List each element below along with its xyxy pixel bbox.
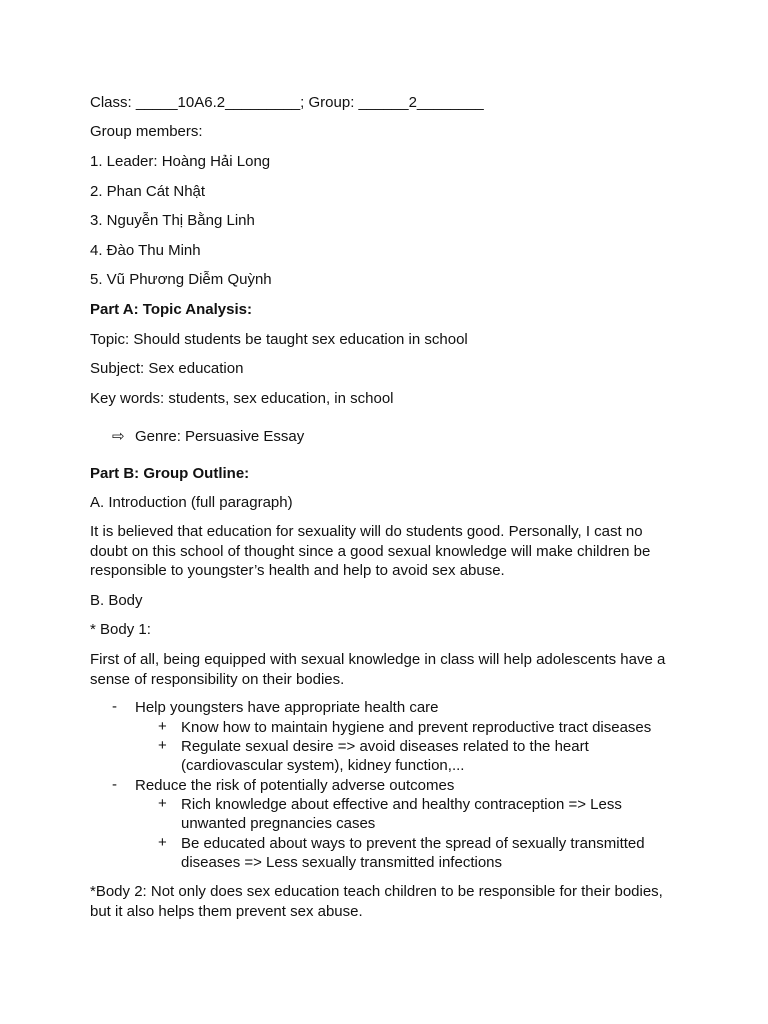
members-heading: Group members:	[90, 123, 203, 140]
intro-paragraph: It is believed that education for sexuality will do students good. Personally, I cast no doubt on this school of thought since a good sexual knowledge will make children be responsible to youngster’s health and help to avoid sex abuse.	[90, 523, 651, 579]
body-heading: B. Body	[90, 592, 143, 609]
part-b-heading: Part B: Group Outline:	[90, 465, 250, 482]
part-a-heading: Part A: Topic Analysis:	[90, 301, 252, 318]
intro-heading: A. Introduction (full paragraph)	[90, 494, 293, 511]
bullet-text: Help youngsters have appropriate health care	[135, 699, 439, 716]
sub-bullet-text: Rich knowledge about effective and healthy contraception => Less unwanted pregnancies cases	[181, 796, 622, 832]
sub-bullet-text: Know how to maintain hygiene and prevent reproductive tract diseases	[181, 719, 652, 736]
sub-bullet-marker: +	[158, 834, 167, 851]
bullet-marker: -	[112, 776, 117, 793]
member-item: 2. Phan Cát Nhật	[90, 183, 206, 200]
body1-heading: * Body 1:	[90, 621, 151, 638]
body2-paragraph: *Body 2: Not only does sex education teach children to be responsible for their bodies, but it also helps them prevent sex abuse.	[90, 883, 663, 920]
member-item: 1. Leader: Hoàng Hải Long	[90, 153, 271, 170]
keywords-line: Key words: students, sex education, in school	[90, 390, 394, 407]
sub-bullet-marker: +	[158, 718, 167, 735]
sub-bullet-marker: +	[158, 795, 167, 812]
bullet-marker: -	[112, 698, 117, 715]
body1-paragraph: First of all, being equipped with sexual knowledge in class will help adolescents have a sense of responsibility on their bodies.	[90, 651, 666, 688]
subject-line: Subject: Sex education	[90, 360, 244, 377]
member-item: 5. Vũ Phương Diễm Quỳnh	[90, 271, 272, 288]
genre-line: Genre: Persuasive Essay	[135, 428, 305, 445]
member-item: 4. Đào Thu Minh	[90, 242, 201, 259]
arrow-icon: ⇨	[112, 428, 125, 445]
sub-bullet-marker: +	[158, 737, 167, 754]
sub-bullet-text: Regulate sexual desire => avoid diseases related to the heart (cardiovascular system), kidney function,...	[181, 738, 589, 774]
class-group-line: Class: _____10A6.2_________; Group: ______2________	[90, 94, 484, 111]
sub-bullet-text: Be educated about ways to prevent the spread of sexually transmitted diseases => Less sexually transmitted infections	[181, 835, 645, 871]
topic-line: Topic: Should students be taught sex education in school	[90, 331, 468, 348]
member-item: 3. Nguyễn Thị Bằng Linh	[90, 212, 255, 229]
bullet-text: Reduce the risk of potentially adverse outcomes	[135, 777, 455, 794]
